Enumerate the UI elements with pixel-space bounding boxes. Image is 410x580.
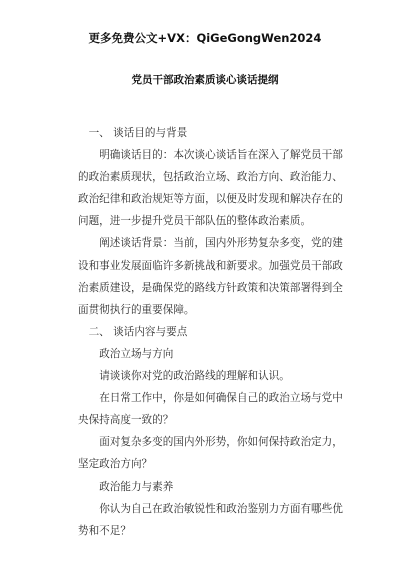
paragraph-line: 设和事业发展面临许多新挑战和新要求。加强党员干部政 [78, 259, 343, 272]
paragraph-line: 政治纪律和政治规矩等方面，以便及时发现和解决存在的 [78, 193, 343, 206]
paragraph-line: 阐述谈话背景：当前，国内外形势复杂多变，党的建 [99, 237, 343, 250]
paragraph-line: 坚定政治方向？ [78, 458, 153, 471]
purpose-paragraph [78, 144, 358, 232]
paragraph-line: 势和不足？ [78, 524, 131, 537]
paragraph-line: 面贯彻执行的重要保障。 [78, 303, 195, 316]
section-heading-1: 一、 谈话目的与背景 [88, 127, 188, 139]
question-2 [78, 387, 358, 431]
paragraph-line: 你认为自己在政治敏锐性和政治鉴别力方面有哪些优 [99, 502, 343, 515]
paragraph-line: 治素质建设，是确保党的路线方针政策和决策部署得到全 [78, 281, 343, 294]
subheading-political-ability: 政治能力与素养 [99, 480, 174, 493]
promo-header: 更多免费公文+VX：QiGeGongWen2024 [88, 31, 322, 45]
paragraph-line: 明确谈话目的：本次谈心谈话旨在深入了解党员干部 [99, 149, 343, 162]
question-4 [78, 498, 358, 542]
paragraph-line: 面对复杂多变的国内外形势，你如何保持政治定力， [99, 436, 343, 449]
paragraph-line: 问题，进一步提升党员干部队伍的整体政治素质。 [78, 215, 312, 228]
question-3 [78, 431, 358, 475]
paragraph-line: 央保持高度一致的？ [78, 414, 174, 427]
document-title: 党员干部政治素质谈心谈话提纲 [131, 74, 279, 86]
paragraph-line: 的政治素质现状，包括政治立场、政治方向、政治能力、 [78, 171, 343, 184]
document-body [78, 122, 358, 542]
background-paragraph [78, 232, 358, 320]
question-1: 请谈谈你对党的政治路线的理解和认识。 [99, 370, 290, 383]
paragraph-line: 在日常工作中，你是如何确保自己的政治立场与党中 [99, 392, 343, 405]
subheading-political-stance: 政治立场与方向 [99, 347, 174, 360]
section-heading-2: 二、 谈话内容与要点 [88, 325, 188, 338]
